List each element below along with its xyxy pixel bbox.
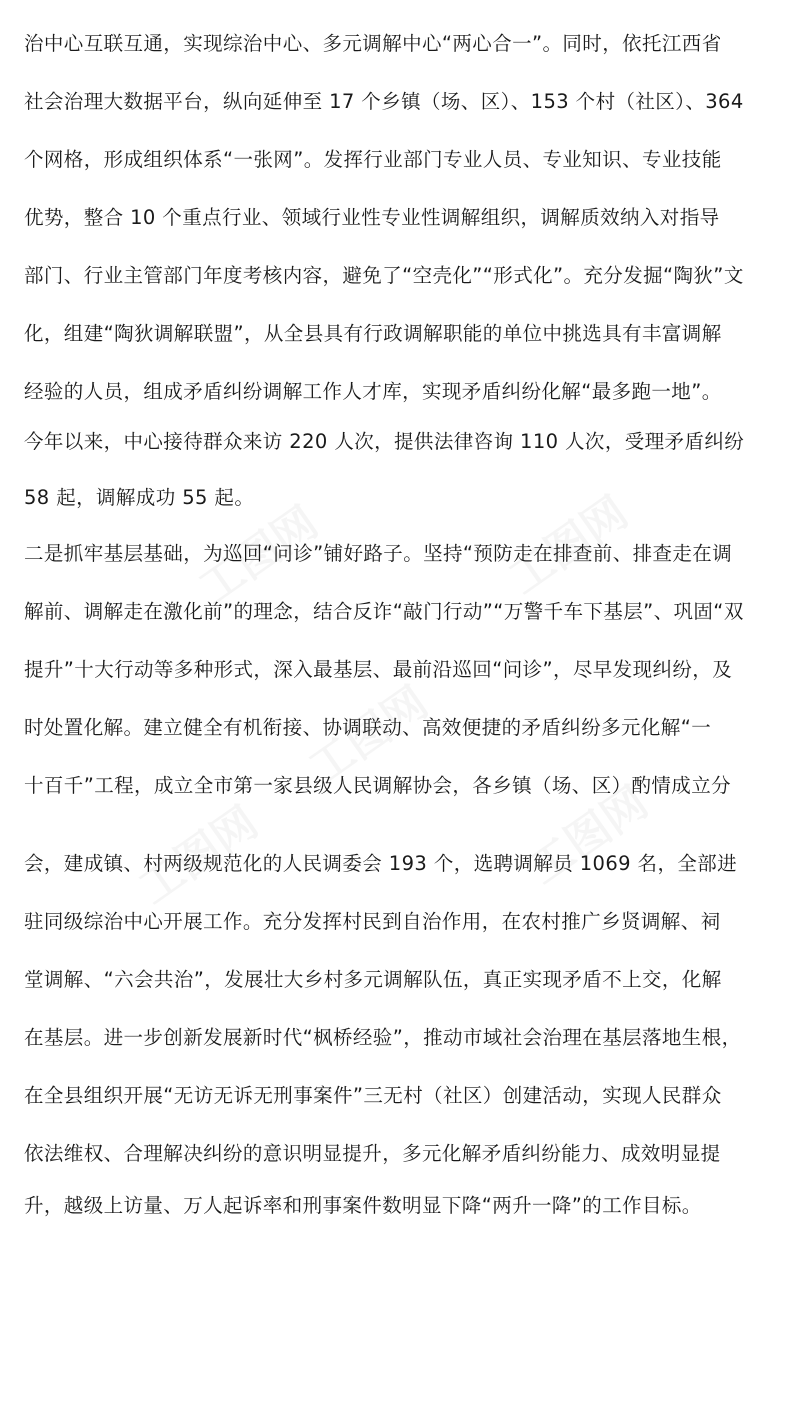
text-line: 优势，整合 10 个重点行业、领域行业性专业性调解组织，调解质效纳入对指导 <box>24 206 720 229</box>
text-line: 升，越级上访量、万人起诉率和刑事案件数明显下降“两升一降”的工作目标。 <box>24 1194 702 1217</box>
text-line: 解前、调解走在激化前”的理念，结合反诈“敲门行动”“万警千车下基层”、巩固“双 <box>24 600 744 623</box>
text-line: 个网格，形成组织体系“一张网”。发挥行业部门专业人员、专业知识、专业技能 <box>24 148 722 171</box>
text-line: 依法维权、合理解决纠纷的意识明显提升，多元化解矛盾纠纷能力、成效明显提 <box>24 1142 721 1165</box>
text-line: 社会治理大数据平台，纵向延伸至 17 个乡镇（场、区）、153 个村（社区）、364 <box>24 90 744 113</box>
text-line: 今年以来，中心接待群众来访 220 人次，提供法律咨询 110 人次，受理矛盾纠纷 <box>24 430 745 453</box>
text-line: 驻同级综治中心开展工作。充分发挥村民到自治作用，在农村推广乡贤调解、祠 <box>24 910 721 933</box>
text-line: 时处置化解。建立健全有机衔接、协调联动、高效便捷的矛盾纠纷多元化解“一 <box>24 716 712 739</box>
text-line: 经验的人员，组成矛盾纠纷调解工作人才库，实现矛盾纠纷化解“最多跑一地”。 <box>24 380 722 403</box>
text-line: 在全县组织开展“无访无诉无刑事案件”三无村（社区）创建活动，实现人民群众 <box>24 1084 722 1107</box>
text-line: 十百千”工程，成立全市第一家县级人民调解协会，各乡镇（场、区）酌情成立分 <box>24 774 732 797</box>
text-line: 在基层。进一步创新发展新时代“枫桥经验”，推动市域社会治理在基层落地生根， <box>24 1026 742 1049</box>
text-line: 治中心互联互通，实现综治中心、多元调解中心“两心合一”。同时，依托江西省 <box>24 32 722 55</box>
text-line: 会，建成镇、村两级规范化的人民调委会 193 个，选聘调解员 1069 名，全部进 <box>24 852 738 875</box>
text-line: 提升”十大行动等多种形式，深入最基层、最前沿巡回“问诊”，尽早发现纠纷，及 <box>24 658 733 681</box>
text-line: 化，组建“陶狄调解联盟”，从全县具有行政调解职能的单位中挑选具有丰富调解 <box>24 322 722 345</box>
text-line: 二是抓牢基层基础，为巡回“问诊”铺好路子。坚持“预防走在排查前、排查走在调 <box>24 542 733 565</box>
text-line: 58 起，调解成功 55 起。 <box>24 486 255 509</box>
text-line: 部门、行业主管部门年度考核内容，避免了“空壳化”“形式化”。充分发掘“陶狄”文 <box>24 264 744 287</box>
text-line: 堂调解、“六会共治”，发展壮大乡村多元调解队伍，真正实现矛盾不上交，化解 <box>24 968 722 991</box>
